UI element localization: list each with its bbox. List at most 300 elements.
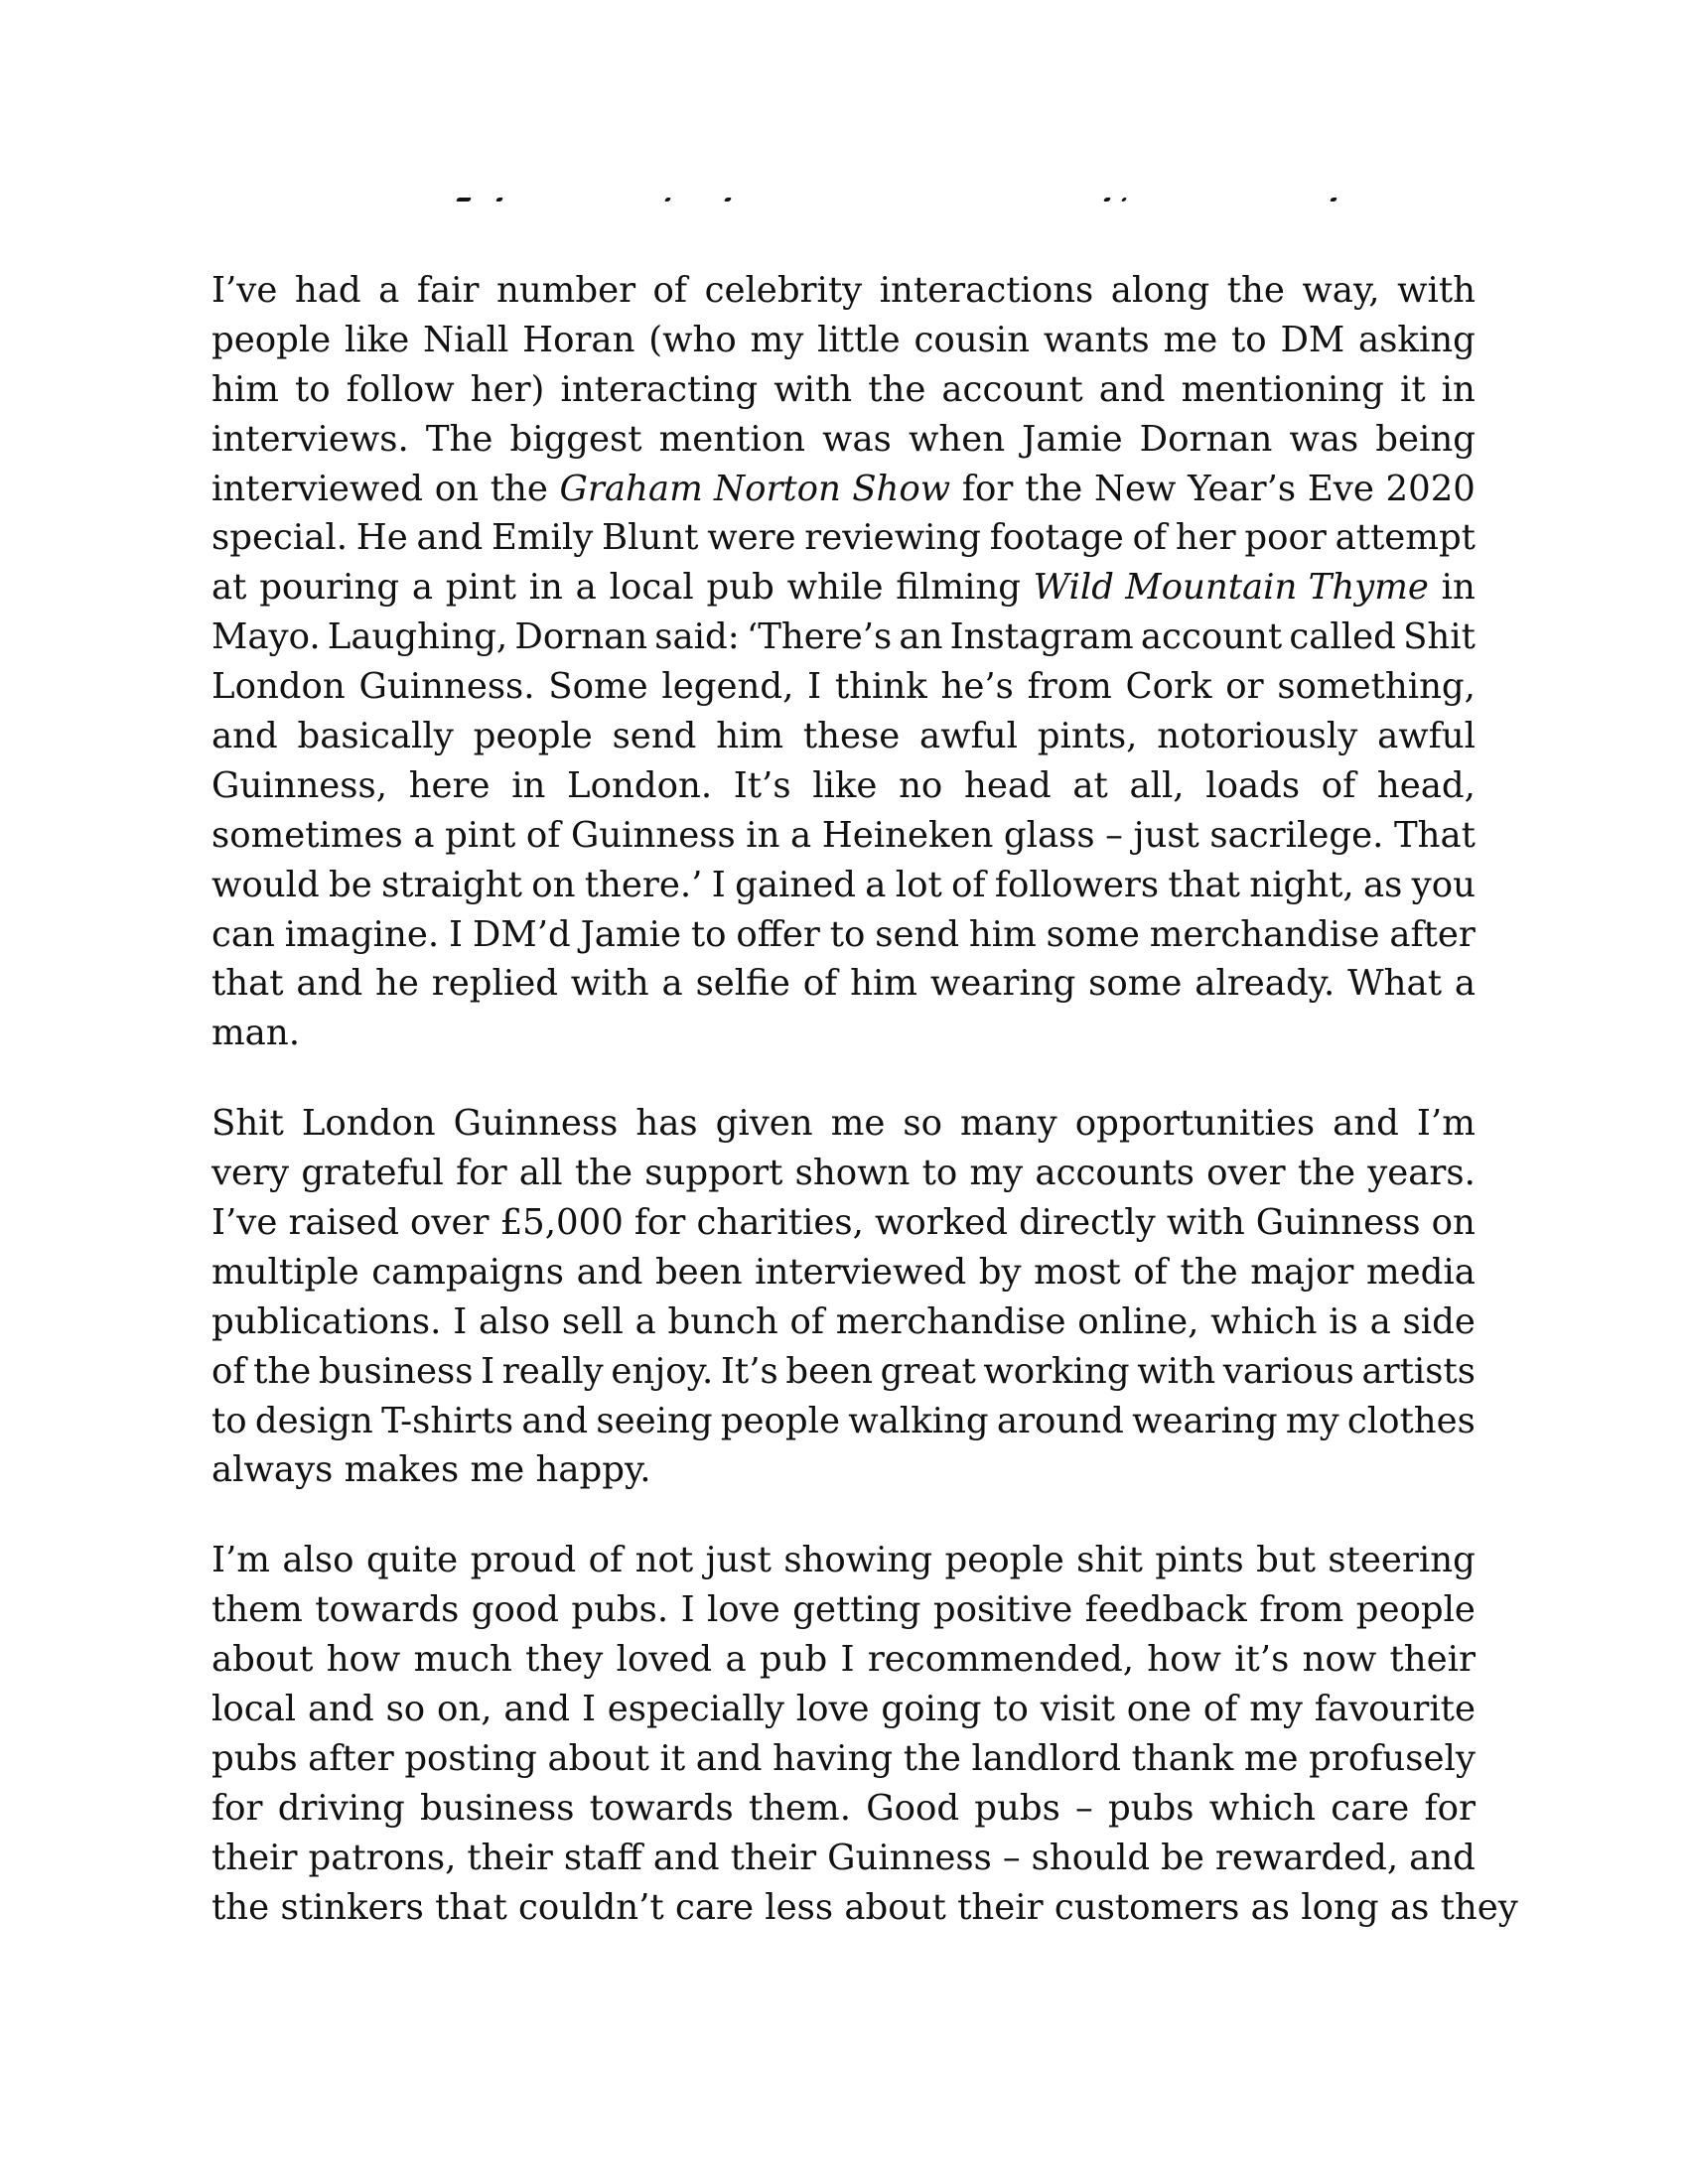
word: and [307, 1689, 374, 1730]
word: profusely [1309, 1737, 1476, 1779]
word: all, [1129, 764, 1185, 806]
word: number [495, 270, 636, 311]
word: not [634, 1540, 694, 1581]
word: Guinness [453, 1103, 619, 1145]
word: about [547, 1737, 649, 1779]
word: especially [607, 1689, 784, 1730]
word: in [746, 814, 780, 856]
word: he’s [940, 666, 1014, 708]
word: over [1206, 1153, 1286, 1194]
italic-title: Wild Mountain Thyme [1033, 567, 1429, 609]
word: a [865, 864, 887, 905]
word: their [467, 1837, 553, 1878]
word: poor [1244, 517, 1327, 559]
word: all [518, 1153, 563, 1194]
word: happy. [535, 1449, 651, 1491]
text-line [211, 1585, 1476, 1635]
word: people [720, 1400, 841, 1441]
word: awful [919, 716, 1018, 757]
word: towards [315, 1589, 460, 1631]
word: T-shirts [381, 1400, 514, 1441]
word: were [707, 517, 796, 559]
word: me [470, 1449, 525, 1491]
word: patrons, [308, 1837, 457, 1878]
word: night, [1249, 864, 1354, 905]
word: very [211, 1153, 290, 1194]
word: raised [288, 1202, 399, 1244]
word: there.’ [584, 864, 703, 905]
word: Shit [1403, 616, 1476, 658]
text-line [211, 513, 1476, 563]
word: asking [1358, 319, 1476, 360]
word: man. [211, 1013, 300, 1054]
word: The [425, 418, 493, 460]
word: working [983, 1350, 1130, 1392]
word: you [1411, 864, 1476, 905]
word: interacting [560, 368, 759, 410]
word: already. [1195, 963, 1336, 1005]
word: on [1431, 1202, 1476, 1244]
word: interviews. [211, 418, 409, 460]
word: like [345, 319, 410, 360]
paragraph [211, 1536, 1518, 1932]
word: and [1333, 1103, 1399, 1145]
italic-title: Graham Norton Show [559, 468, 951, 509]
word: pubs [211, 1737, 298, 1779]
word: while [786, 567, 884, 609]
text-line [211, 662, 1476, 712]
word: so [903, 1103, 942, 1145]
word: media [1365, 1251, 1476, 1293]
word: London [301, 1103, 436, 1145]
word: for [456, 1153, 507, 1194]
word: wants [1043, 319, 1150, 360]
word: me [1163, 319, 1218, 360]
word: – [1075, 1787, 1093, 1829]
word: loved [616, 1639, 713, 1681]
text-line [211, 316, 1476, 365]
word: posting [404, 1737, 537, 1779]
word: sell [561, 1300, 624, 1342]
word: really [501, 1350, 604, 1392]
word: I [449, 913, 464, 955]
word: I [807, 666, 822, 708]
word: to [921, 1153, 958, 1194]
word: feedback [1084, 1589, 1247, 1631]
word: great [880, 1350, 976, 1392]
word: a [661, 963, 683, 1005]
word: staff [563, 1837, 642, 1878]
word: business [419, 1787, 575, 1829]
word: called [1289, 616, 1396, 658]
word: to [690, 913, 727, 955]
word: in [528, 567, 563, 609]
word: as [1362, 864, 1403, 905]
word: how [1147, 1639, 1221, 1681]
text-line [211, 761, 1476, 811]
text-line [211, 1635, 1476, 1685]
word: a [411, 567, 433, 609]
word: just [1133, 814, 1199, 856]
word: in [1441, 567, 1476, 609]
word: of [1321, 764, 1356, 806]
word: – [1105, 814, 1123, 856]
word: I [711, 864, 726, 905]
word: some [1046, 913, 1140, 955]
text-line [211, 1834, 1476, 1883]
word: should [1031, 1837, 1151, 1878]
word: New [1093, 468, 1177, 509]
word: always [211, 1449, 334, 1491]
word: him [211, 368, 279, 410]
word: local [609, 567, 694, 609]
word: and [416, 517, 484, 559]
word: with [570, 963, 649, 1005]
text-line [211, 465, 1476, 514]
word: now [1302, 1639, 1377, 1681]
word: for [1424, 1787, 1476, 1829]
word: I [680, 1589, 695, 1631]
word: the [1297, 1153, 1355, 1194]
word: replied [431, 963, 558, 1005]
word: attempt [1335, 517, 1476, 559]
word: imagine. [284, 913, 440, 955]
word: and [521, 1400, 589, 1441]
word: accounts [1035, 1153, 1195, 1194]
word: my [750, 319, 804, 360]
word: with [1166, 1202, 1245, 1244]
paragraph [211, 266, 1476, 1058]
word: love [707, 1589, 780, 1631]
text-line [211, 266, 1476, 316]
word: Instagram [949, 616, 1134, 658]
word: that [1168, 864, 1240, 905]
word: pubs. [571, 1589, 669, 1631]
word: shit [1076, 1540, 1143, 1581]
word: Heineken [821, 814, 994, 856]
word: would [211, 864, 320, 905]
word: I [481, 1350, 495, 1392]
word: Niall [423, 319, 509, 360]
word: like [812, 764, 878, 806]
word: – [1002, 1837, 1021, 1878]
word: be [329, 864, 372, 905]
word: for [211, 1787, 263, 1829]
word: interviewed [755, 1251, 967, 1293]
word: steering [1328, 1540, 1476, 1581]
word: filming [896, 567, 1021, 609]
word: the [1180, 1251, 1238, 1293]
word: me [1243, 1737, 1299, 1779]
word: Shit [211, 1103, 284, 1145]
word: mentioning [1181, 368, 1384, 410]
word: going [881, 1689, 982, 1730]
word: pubs [974, 1787, 1060, 1829]
word: after [1389, 913, 1476, 955]
word: a [575, 567, 597, 609]
word: Guinness [1255, 1202, 1421, 1244]
word: me [830, 1103, 886, 1145]
word: had [294, 270, 361, 311]
word: Guinness. [358, 666, 535, 708]
word: that [211, 963, 284, 1005]
word: business [318, 1350, 474, 1392]
word: makes [344, 1449, 460, 1491]
word: some [1088, 963, 1183, 1005]
text-line [211, 712, 1476, 761]
word: pouring [259, 567, 400, 609]
word: Dornan [514, 616, 648, 658]
word: with [1137, 1350, 1216, 1392]
word: send [612, 716, 697, 757]
word: proud [470, 1540, 577, 1581]
word: London. [567, 764, 713, 806]
word: a [1369, 1300, 1391, 1342]
word: of [525, 814, 561, 856]
word: account [941, 368, 1083, 410]
text-line [211, 1297, 1476, 1347]
word: it’s [1234, 1639, 1290, 1681]
text-line [211, 1099, 1476, 1149]
word: driving [277, 1787, 405, 1829]
word: of [652, 270, 688, 311]
word: pints, [1037, 716, 1138, 757]
word: my [1249, 1689, 1303, 1730]
word: various [1222, 1350, 1354, 1392]
word: loads [1205, 764, 1301, 806]
word: 2020 [1385, 468, 1476, 509]
word: of [588, 1540, 624, 1581]
word: a [1454, 963, 1476, 1005]
word: thank [1131, 1737, 1234, 1779]
text-line [211, 1397, 1476, 1446]
word: publications. [211, 1300, 442, 1342]
word: recommended, [867, 1639, 1134, 1681]
word: it [659, 1737, 686, 1779]
word: £5,000 [499, 1202, 624, 1244]
word: people [211, 319, 332, 360]
word: footage [989, 517, 1124, 559]
word: London [211, 666, 346, 708]
word: on, [436, 1689, 492, 1730]
word: to [1231, 319, 1267, 360]
word: head [963, 764, 1052, 806]
word: her) [470, 368, 545, 410]
word: merchandise [1149, 913, 1380, 955]
text-line [211, 1347, 1476, 1397]
word: the [1025, 468, 1083, 509]
word: a [634, 1300, 656, 1342]
word: these [802, 716, 901, 757]
word: It’s [733, 764, 791, 806]
text-line [211, 1685, 1476, 1734]
word: It’s [720, 1350, 778, 1392]
word: them [211, 1589, 303, 1631]
body-text [211, 266, 1518, 1974]
word: pint [445, 814, 516, 856]
word: reviewing [804, 517, 982, 559]
text-line [211, 1734, 1476, 1784]
word: local [211, 1689, 297, 1730]
text-line [211, 415, 1476, 465]
word: one [1126, 1689, 1193, 1730]
text-line [211, 1536, 1476, 1585]
word: my [969, 1153, 1024, 1194]
word: of [951, 864, 986, 905]
word: basically [297, 716, 454, 757]
word: a [413, 814, 435, 856]
word: them. [748, 1787, 852, 1829]
word: and [695, 1737, 763, 1779]
word: her [1175, 517, 1236, 559]
word: as [1389, 1886, 1430, 1928]
text-line [211, 1198, 1476, 1248]
text-line [211, 910, 1476, 960]
word: is [1329, 1300, 1358, 1342]
word: him [968, 913, 1037, 955]
word: the [253, 1350, 312, 1392]
word: most [1034, 1251, 1121, 1293]
word: cousin [914, 319, 1031, 360]
word: he [375, 963, 419, 1005]
text-line [211, 1149, 1476, 1198]
word: their [211, 1837, 298, 1878]
word: and [211, 716, 278, 757]
word: so [385, 1689, 426, 1730]
word: and [652, 1837, 720, 1878]
word: (who [648, 319, 737, 360]
word: glass [1003, 814, 1095, 856]
word: or [1225, 666, 1264, 708]
word: been [654, 1251, 743, 1293]
text-line [211, 1883, 1518, 1933]
word: less [765, 1886, 834, 1928]
word: interviewed [211, 468, 423, 509]
word: by [978, 1251, 1022, 1293]
word: DM [1280, 319, 1345, 360]
word: Some [548, 666, 648, 708]
word: Jamie [1022, 418, 1123, 460]
word: being [1375, 418, 1476, 460]
word: when [908, 418, 1006, 460]
word: just [705, 1540, 772, 1581]
word: Guinness [827, 1837, 992, 1878]
word: in [1441, 368, 1476, 410]
word: What [1347, 963, 1442, 1005]
word: ‘There’s [746, 616, 893, 658]
word: visit [1040, 1689, 1115, 1730]
word: design [254, 1400, 373, 1441]
word: bunch [667, 1300, 778, 1342]
word: something, [1277, 666, 1476, 708]
word: has [635, 1103, 698, 1145]
word: which [1210, 1300, 1318, 1342]
word: also [282, 1540, 354, 1581]
word: stinkers [280, 1886, 424, 1928]
word: for [633, 1202, 686, 1244]
word: care [1331, 1787, 1410, 1829]
word: showing [783, 1540, 933, 1581]
word: of [1202, 1689, 1238, 1730]
word: sometimes [211, 814, 403, 856]
word: Year’s [1188, 468, 1297, 509]
word: way, [1302, 270, 1380, 311]
word: interactions [879, 270, 1094, 311]
word: Guinness [570, 814, 736, 856]
word: of [1133, 1251, 1168, 1293]
word: multiple [211, 1251, 359, 1293]
word: from [1027, 666, 1112, 708]
word: celebrity [704, 270, 863, 311]
word: been [785, 1350, 873, 1392]
word: followers [994, 864, 1160, 905]
cut-off-previous-line [427, 196, 1340, 205]
word: He [355, 517, 408, 559]
word: of [789, 1300, 824, 1342]
word: artists [1361, 1350, 1476, 1392]
word: pint [445, 567, 516, 609]
word: many [959, 1103, 1057, 1145]
word: their [730, 1837, 817, 1878]
word: follow [346, 368, 455, 410]
word: over [410, 1202, 490, 1244]
word: legend, [661, 666, 794, 708]
word: worked [874, 1202, 1008, 1244]
word: I’ve [211, 270, 278, 311]
word: about [844, 1886, 946, 1928]
text-line [211, 365, 1476, 415]
word: offer [736, 913, 820, 955]
text-line [211, 959, 1476, 1009]
text-line [211, 1784, 1476, 1834]
word: Emily [491, 517, 594, 559]
word: charities, [696, 1202, 864, 1244]
word: on [434, 468, 479, 509]
word: fair [416, 270, 480, 311]
word: biggest [509, 418, 642, 460]
word: wearing [1132, 1400, 1278, 1441]
word: love [795, 1689, 870, 1730]
word: people [1355, 1589, 1476, 1631]
word: given [715, 1103, 813, 1145]
word: gained [735, 864, 856, 905]
word: Eve [1307, 468, 1374, 509]
word: it [1399, 368, 1426, 410]
word: said: [654, 616, 740, 658]
word: and [296, 963, 363, 1005]
word: I [840, 1639, 855, 1681]
word: major [1250, 1251, 1354, 1293]
word: notoriously [1157, 716, 1358, 757]
word: that [435, 1886, 507, 1928]
text-line [211, 613, 1476, 662]
word: how [326, 1639, 401, 1681]
word: along [1110, 270, 1210, 311]
word: people [473, 716, 593, 757]
word: shown [794, 1153, 911, 1194]
word: on [531, 864, 576, 905]
word: was [822, 418, 892, 460]
word: grateful [301, 1153, 444, 1194]
word: and [1098, 368, 1166, 410]
word: about [211, 1639, 314, 1681]
word: opportunities [1074, 1103, 1316, 1145]
word: I’m [211, 1540, 270, 1581]
text-line [211, 861, 1476, 910]
word: seeing [596, 1400, 713, 1441]
word: mention [658, 418, 806, 460]
word: can [211, 913, 275, 955]
